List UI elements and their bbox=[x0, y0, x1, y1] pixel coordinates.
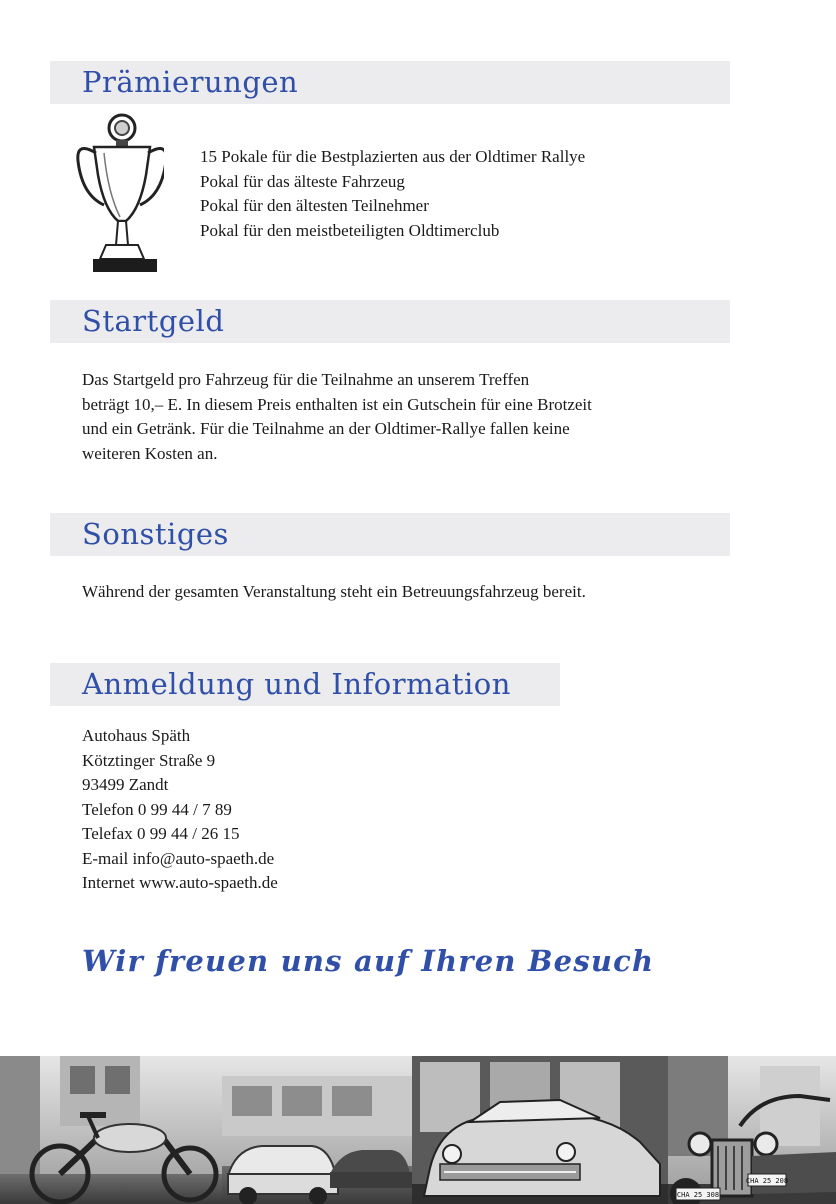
startgeld-line: weiteren Kosten an. bbox=[82, 443, 218, 463]
photo-moped bbox=[0, 1056, 222, 1204]
license-plate-1: CHA 25 308 bbox=[676, 1191, 720, 1199]
praemierungen-list bbox=[200, 145, 585, 243]
contact-fax: Telefax 0 99 44 / 26 15 bbox=[82, 824, 240, 843]
startgeld-line: und ein Getränk. Für die Teilnahme an der Oldtimer-Rallye fallen keine bbox=[82, 419, 570, 438]
trophy-icon bbox=[74, 113, 164, 275]
section-band-sonstiges bbox=[50, 513, 730, 556]
contact-block bbox=[82, 724, 278, 896]
photo-street-cars bbox=[222, 1056, 412, 1204]
photo-strip bbox=[0, 1056, 836, 1204]
contact-street: Kötztinger Straße 9 bbox=[82, 750, 216, 770]
contact-phone: Telefon 0 99 44 / 7 89 bbox=[82, 799, 232, 819]
heading-sonstiges: Sonstiges bbox=[82, 517, 229, 551]
photo-vintage-sedan bbox=[412, 1056, 668, 1204]
section-band-anmeldung bbox=[50, 663, 560, 706]
license-plate-2: CHA 25 208 bbox=[745, 1177, 789, 1185]
praemierungen-item: Pokal für das älteste Fahrzeug bbox=[200, 171, 405, 191]
praemierungen-item: 15 Pokale für die Bestplazierten aus der Oldtimer Rallye bbox=[200, 147, 586, 166]
startgeld-line: Das Startgeld pro Fahrzeug für die Teilnahme an unserem Treffen bbox=[82, 370, 530, 389]
closing-slogan: Wir freuen uns auf Ihren Besuch bbox=[82, 944, 655, 978]
photo-strip-image bbox=[0, 1056, 836, 1204]
contact-company: Autohaus Späth bbox=[82, 726, 191, 745]
contact-email: E-mail info@auto-spaeth.de bbox=[82, 848, 275, 868]
contact-city: 93499 Zandt bbox=[82, 775, 169, 794]
praemierungen-item: Pokal für den meistbeteiligten Oldtimerclub bbox=[200, 220, 500, 240]
startgeld-paragraph bbox=[82, 368, 592, 466]
heading-anmeldung: Anmeldung und Information bbox=[82, 667, 511, 701]
heading-startgeld: Startgeld bbox=[82, 304, 225, 338]
section-band-praemierungen bbox=[50, 61, 730, 104]
heading-praemierungen: Prämierungen bbox=[82, 65, 299, 99]
section-band-startgeld bbox=[50, 300, 730, 343]
praemierungen-item: Pokal für den ältesten Teilnehmer bbox=[200, 196, 429, 215]
contact-website: Internet www.auto-spaeth.de bbox=[82, 873, 278, 892]
sonstiges-text: Während der gesamten Veranstaltung steht ein Betreuungsfahrzeug bereit. bbox=[82, 582, 586, 601]
startgeld-line: beträgt 10,– E. In diesem Preis enthalten ist ein Gutschein für eine Brotzeit bbox=[82, 394, 592, 414]
